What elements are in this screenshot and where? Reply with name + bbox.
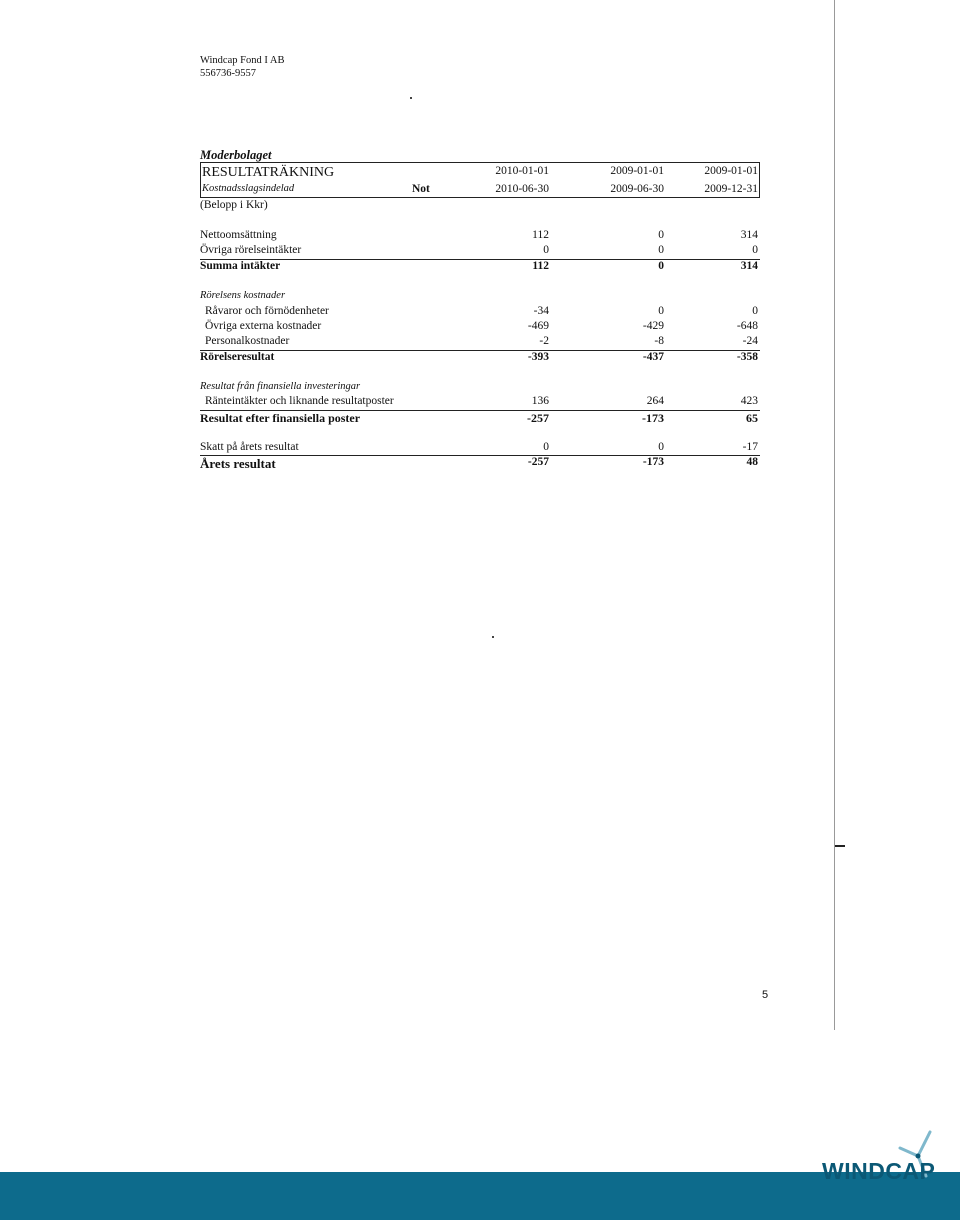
table-row — [200, 244, 760, 260]
row-value: -393 — [527, 351, 549, 363]
row-value: 112 — [532, 260, 549, 272]
row-value: 423 — [740, 395, 758, 407]
period-end-3: 2009-12-31 — [704, 183, 758, 195]
row-value: 0 — [543, 441, 549, 453]
company-header — [200, 54, 284, 80]
row-label: Övriga rörelseintäkter — [200, 244, 302, 256]
entity-label: Moderbolaget — [200, 148, 272, 162]
row-value: -358 — [736, 351, 758, 363]
row-value: -257 — [527, 411, 549, 425]
row-label: Råvaror och förnödenheter — [205, 305, 329, 317]
row-value: 136 — [531, 395, 549, 407]
scan-edge-line — [834, 0, 835, 1030]
row-value: -429 — [642, 320, 664, 332]
section-heading — [200, 290, 760, 306]
row-value: 0 — [658, 229, 664, 241]
row-label: Skatt på årets resultat — [200, 441, 299, 453]
org-number: 556736-9557 — [200, 68, 256, 79]
row-value: 314 — [740, 229, 758, 241]
row-value: -34 — [533, 305, 549, 317]
row-value: 0 — [658, 260, 664, 272]
table-row — [200, 411, 760, 427]
header-row-2 — [200, 183, 760, 199]
row-value: -437 — [642, 351, 664, 363]
row-value: -648 — [736, 320, 758, 332]
table-row — [200, 320, 760, 336]
table-row — [200, 335, 760, 351]
table-row — [200, 456, 760, 472]
period-end-1: 2010-06-30 — [495, 183, 549, 195]
row-label: Nettoomsättning — [200, 229, 277, 241]
statement-subtitle: Kostnadsslagsindelad — [202, 183, 295, 194]
table-row — [200, 260, 760, 276]
row-value: -469 — [527, 320, 549, 332]
table-row — [200, 351, 760, 367]
header-top-rule — [200, 162, 760, 163]
page-number: 5 — [762, 989, 769, 1001]
row-value: 65 — [746, 411, 758, 425]
table-row — [200, 229, 760, 245]
row-value: -8 — [654, 335, 664, 347]
row-value: -2 — [539, 335, 549, 347]
period-start-1: 2010-01-01 — [495, 165, 549, 177]
row-label: Ränteintäkter och liknande resultatposter — [205, 395, 394, 407]
scan-edge-tick — [835, 845, 845, 847]
period-end-2: 2009-06-30 — [610, 183, 664, 195]
table-row — [200, 395, 760, 411]
header-row-1 — [200, 165, 760, 183]
footer-band — [0, 1172, 960, 1220]
row-value: 0 — [658, 244, 664, 256]
period-start-3: 2009-01-01 — [704, 165, 758, 177]
row-value: 0 — [658, 441, 664, 453]
windcap-logo — [818, 1128, 948, 1188]
statement-title: RESULTATRÄKNING — [202, 165, 335, 180]
row-value: -173 — [642, 456, 664, 468]
row-value: 48 — [746, 456, 758, 468]
row-label: Årets resultat — [200, 456, 276, 471]
row-value: 0 — [752, 244, 758, 256]
not-header: Not — [412, 183, 430, 195]
row-value: 0 — [543, 244, 549, 256]
section-label: Resultat från finansiella investeringar — [200, 381, 361, 392]
row-label: Summa intäkter — [200, 260, 281, 272]
scan-speck — [492, 636, 494, 638]
row-label: Resultat efter finansiella poster — [200, 411, 361, 425]
row-value: -17 — [742, 441, 758, 453]
company-name: Windcap Fond I AB — [200, 55, 285, 66]
row-value: 314 — [740, 260, 758, 272]
row-value: -257 — [527, 456, 549, 468]
logo-text: WINDCAP — [822, 1158, 936, 1184]
section-label: Rörelsens kostnader — [200, 290, 286, 301]
row-label: Rörelseresultat — [200, 351, 275, 363]
unit-row — [200, 199, 760, 215]
scan-speck — [410, 97, 412, 99]
row-value: 0 — [658, 305, 664, 317]
row-value: -173 — [642, 411, 664, 425]
row-value: 264 — [646, 395, 664, 407]
row-label: Personalkostnader — [205, 335, 290, 347]
period-start-2: 2009-01-01 — [610, 165, 664, 177]
row-value: -24 — [742, 335, 758, 347]
table-row — [200, 305, 760, 321]
row-label: Övriga externa kostnader — [205, 320, 322, 332]
row-value: 112 — [532, 229, 549, 241]
row-value: 0 — [752, 305, 758, 317]
unit-label: (Belopp i Kkr) — [200, 199, 268, 211]
